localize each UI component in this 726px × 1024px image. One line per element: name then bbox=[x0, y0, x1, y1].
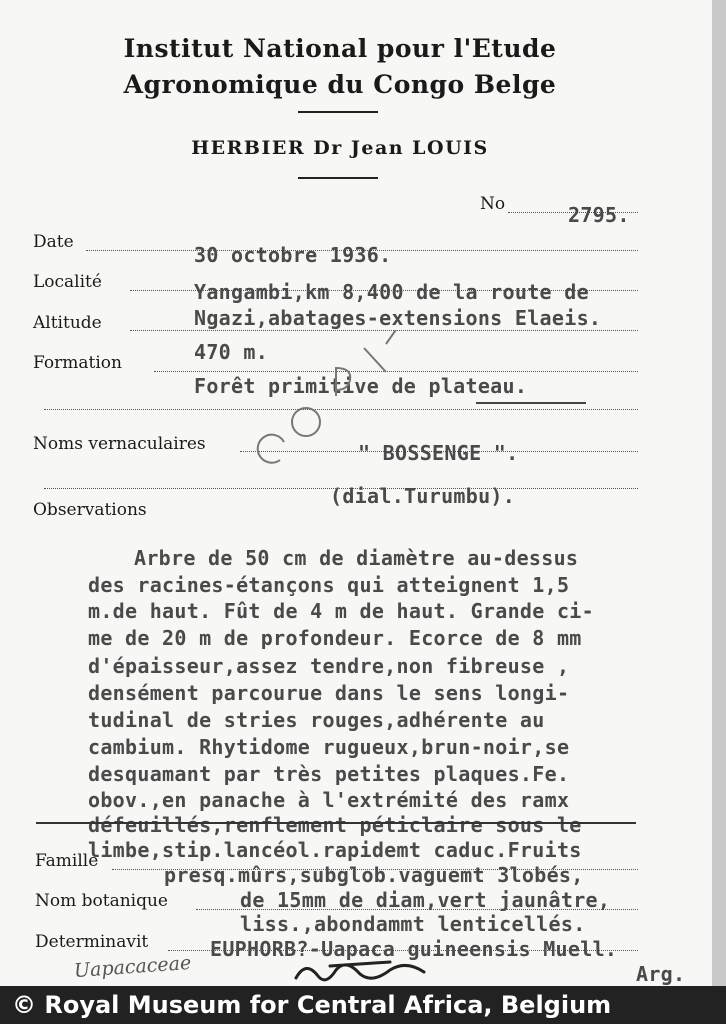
determinavit-dotted-line bbox=[168, 950, 638, 951]
nom-botanique-label: Nom botanique bbox=[35, 891, 168, 911]
institute-name-line2: Agronomique du Congo Belge bbox=[123, 70, 557, 99]
observation-line: tudinal de stries rouges,adhérente au bbox=[88, 708, 545, 732]
institute-name-line1: Institut National pour l'Etude bbox=[123, 34, 557, 63]
determination-author-line: Arg. bbox=[636, 962, 686, 986]
observation-line: densément parcourue dans le sens longi- bbox=[88, 681, 570, 705]
observation-line: des racines-étançons qui atteignent 1,5 bbox=[88, 573, 570, 597]
formation-label: Formation bbox=[33, 353, 122, 373]
famille-dotted-line bbox=[112, 869, 638, 870]
header-rule-top bbox=[298, 111, 378, 113]
specimen-number: 2795. bbox=[568, 203, 630, 227]
altitude-label: Altitude bbox=[33, 313, 102, 333]
signature-scribble bbox=[290, 958, 490, 988]
observation-line: d'épaisseur,assez tendre,non fibreuse , bbox=[88, 654, 570, 678]
observations-label: Observations bbox=[33, 500, 147, 520]
observation-line: presq.mûrs,subglob.vaguemt 3lobés, bbox=[164, 863, 584, 887]
observation-line: liss.,abondammt lenticellés. bbox=[240, 912, 586, 936]
determination-line: EUPHORB?-Uapaca guineensis Muell. bbox=[210, 937, 618, 961]
card-edge-shadow bbox=[712, 0, 726, 1024]
herbier-title: HERBIER Dr Jean LOUIS bbox=[191, 137, 489, 159]
altitude-value: 470 m. bbox=[194, 340, 269, 364]
observation-line: Arbre de 50 cm de diamètre au-dessus bbox=[134, 546, 579, 570]
observation-line: limbe,stip.lancéol.rapidemt caduc.Fruits bbox=[88, 838, 582, 862]
no-label: No bbox=[480, 194, 506, 214]
determinavit-label: Determinavit bbox=[35, 932, 149, 952]
observation-line: me de 20 m de profondeur. Ecorce de 8 mm bbox=[88, 626, 582, 650]
plateau-underline bbox=[476, 402, 586, 404]
nom-botanique-dotted-line bbox=[196, 909, 638, 910]
date-label: Date bbox=[33, 232, 74, 252]
observation-line: défeuillés,renflement péticlaire sous le bbox=[88, 813, 582, 837]
handwritten-family-note: Uapacaceae bbox=[73, 951, 192, 983]
observation-line: de 15mm de diam,vert jaunâtre, bbox=[240, 888, 611, 912]
header-rule-bottom bbox=[298, 177, 378, 179]
localite-value-line1: Yangambi,km 8,400 de la route de bbox=[194, 280, 589, 304]
vernacular-label: Noms vernaculaires bbox=[33, 434, 206, 454]
copyright-footer: © Royal Museum for Central Africa, Belgium bbox=[0, 986, 726, 1024]
famille-label: Famille bbox=[35, 851, 99, 871]
observation-line: m.de haut. Fût de 4 m de haut. Grande ci- bbox=[88, 599, 594, 623]
formation-value: Forêt primitive de plateau. bbox=[194, 374, 528, 398]
vernacular-value-line2: (dial.Turumbu). bbox=[330, 484, 516, 508]
localite-value-line2: Ngazi,abatages-extensions Elaeis. bbox=[194, 306, 602, 330]
observation-line: cambium. Rhytidome rugueux,brun-noir,se bbox=[88, 735, 570, 759]
date-value: 30 octobre 1936. bbox=[194, 243, 392, 267]
localite-label: Localité bbox=[33, 272, 102, 292]
copy-stamp-mark bbox=[240, 330, 400, 490]
section-separator bbox=[36, 822, 636, 824]
observation-line: desquamant par très petites plaques.Fe. bbox=[88, 762, 570, 786]
observation-line: obov.,en panache à l'extrémité des ramx bbox=[88, 788, 570, 812]
vernacular-value-line1: " BOSSENGE ". bbox=[358, 441, 519, 465]
